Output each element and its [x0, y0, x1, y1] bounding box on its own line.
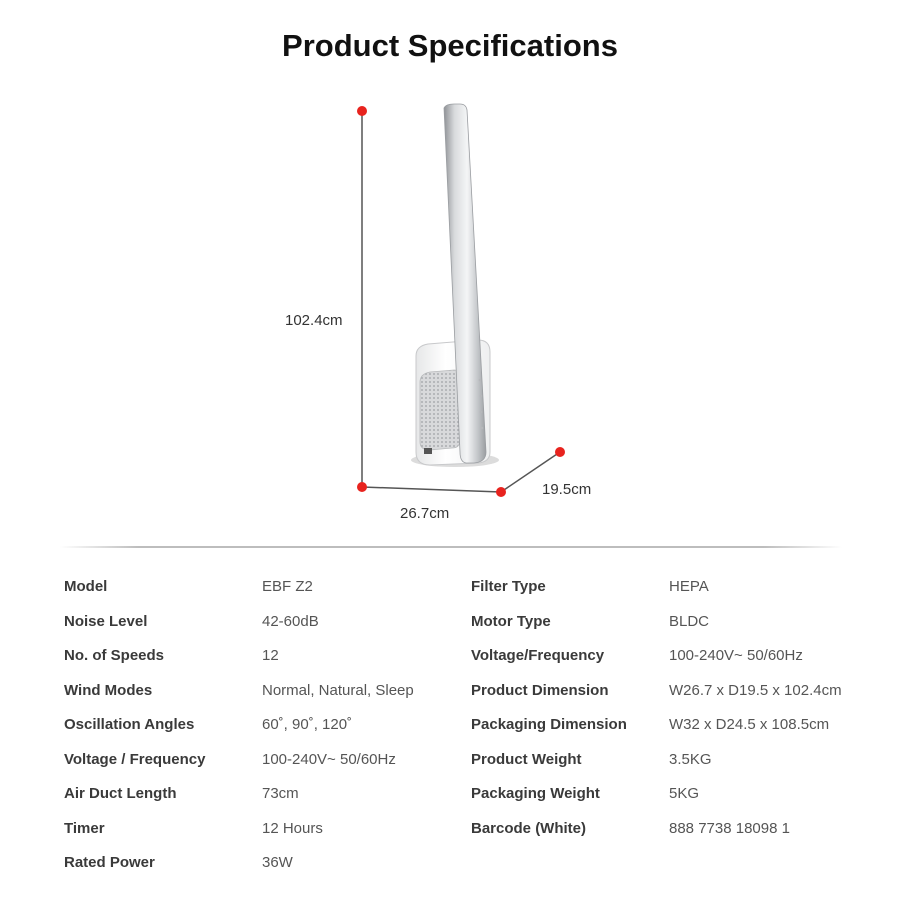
- spec-label: Wind Modes: [64, 681, 153, 699]
- spec-label: Voltage/Frequency: [471, 647, 605, 664]
- marker-right: [555, 447, 565, 457]
- spec-label: No. of Speeds: [64, 647, 165, 664]
- depth-dimension-label: 19.5cm: [542, 481, 592, 498]
- spec-label: Product Weight: [471, 750, 582, 768]
- spec-label: Timer: [64, 819, 105, 837]
- height-dimension-label: 102.4cm: [285, 312, 343, 329]
- spec-label: Model: [64, 578, 108, 595]
- tower-fan-image: [411, 104, 499, 467]
- spec-label: Product Dimension: [471, 681, 609, 699]
- spec-value: Normal, Natural, Sleep: [262, 681, 414, 699]
- spec-value: W26.7 x D19.5 x 102.4cm: [669, 681, 842, 699]
- spec-value: BLDC: [669, 612, 710, 630]
- spec-value: 3.5KG: [669, 750, 712, 768]
- spec-label: Rated Power: [64, 854, 155, 871]
- spec-label: Oscillation Angles: [64, 716, 195, 733]
- spec-value: 60˚, 90˚, 120˚: [262, 716, 353, 733]
- spec-label: Packaging Dimension: [471, 716, 627, 733]
- marker-bottom-middle: [496, 487, 506, 497]
- spec-value: 12 Hours: [262, 819, 323, 837]
- spec-value: 42-60dB: [262, 612, 319, 630]
- spec-value: EBF Z2: [262, 578, 313, 595]
- spec-value: 36W: [262, 854, 293, 871]
- spec-value: 888 7738 18098 1: [669, 819, 790, 837]
- spec-value: 100-240V~ 50/60Hz: [669, 647, 803, 664]
- marker-bottom-left: [357, 482, 367, 492]
- spec-label: Barcode (White): [471, 819, 587, 837]
- spec-label: Filter Type: [471, 578, 546, 595]
- section-divider: [60, 546, 842, 548]
- spec-value: 73cm: [262, 785, 299, 802]
- spec-value: 100-240V~ 50/60Hz: [262, 750, 396, 768]
- spec-value: HEPA: [669, 578, 709, 595]
- spec-label: Voltage / Frequency: [64, 750, 206, 768]
- spec-label: Packaging Weight: [471, 785, 600, 802]
- spec-label: Air Duct Length: [64, 785, 177, 802]
- spec-label: Noise Level: [64, 612, 148, 630]
- spec-value: 5KG: [669, 785, 700, 802]
- spec-value: W32 x D24.5 x 108.5cm: [669, 716, 830, 733]
- spec-label: Motor Type: [471, 612, 551, 630]
- page-title: Product Specifications: [282, 28, 618, 63]
- width-dimension-label: 26.7cm: [400, 505, 450, 522]
- marker-top: [357, 106, 367, 116]
- spec-value: 12: [262, 647, 279, 664]
